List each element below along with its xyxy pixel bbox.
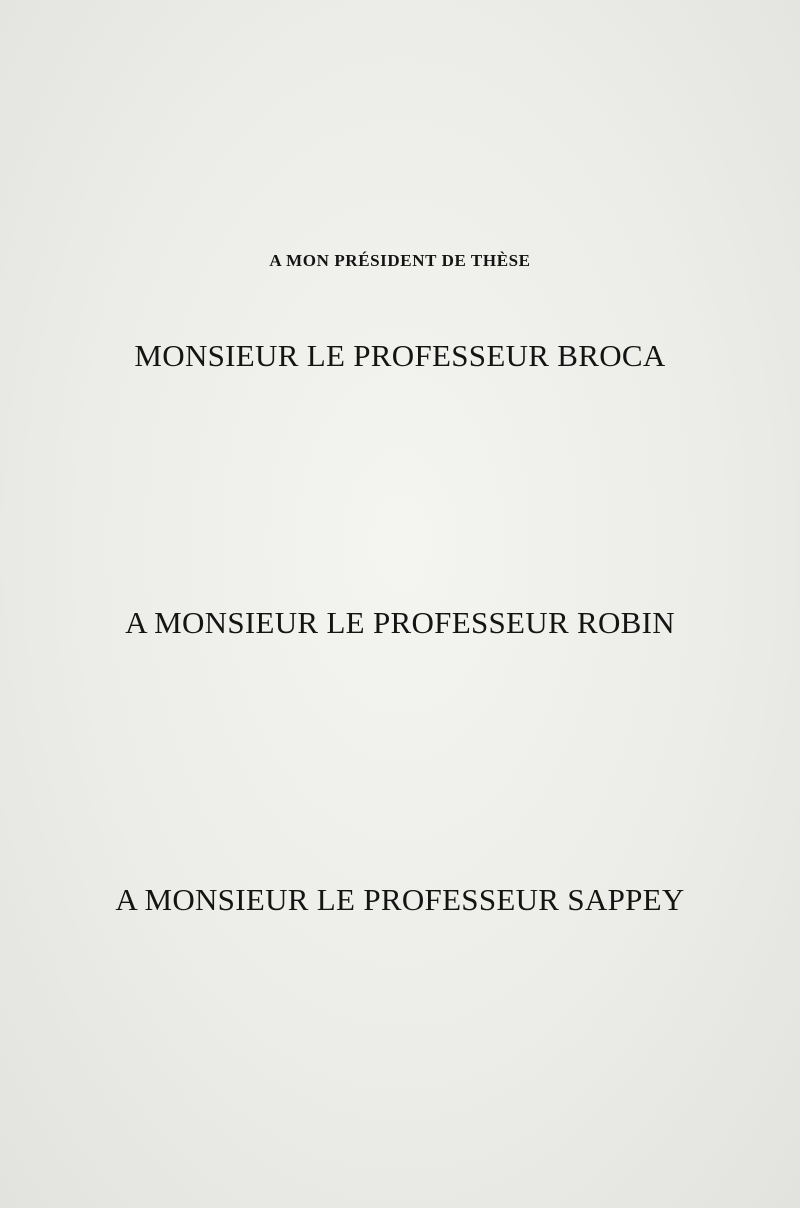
dedication-robin: A MONSIEUR LE PROFESSEUR ROBIN (125, 605, 675, 640)
dedication-sappey: A MONSIEUR LE PROFESSEUR SAPPEY (115, 882, 685, 917)
president-heading: A MON PRÉSIDENT DE THÈSE (269, 251, 531, 270)
dedication-broca: MONSIEUR LE PROFESSEUR BROCA (134, 338, 666, 373)
